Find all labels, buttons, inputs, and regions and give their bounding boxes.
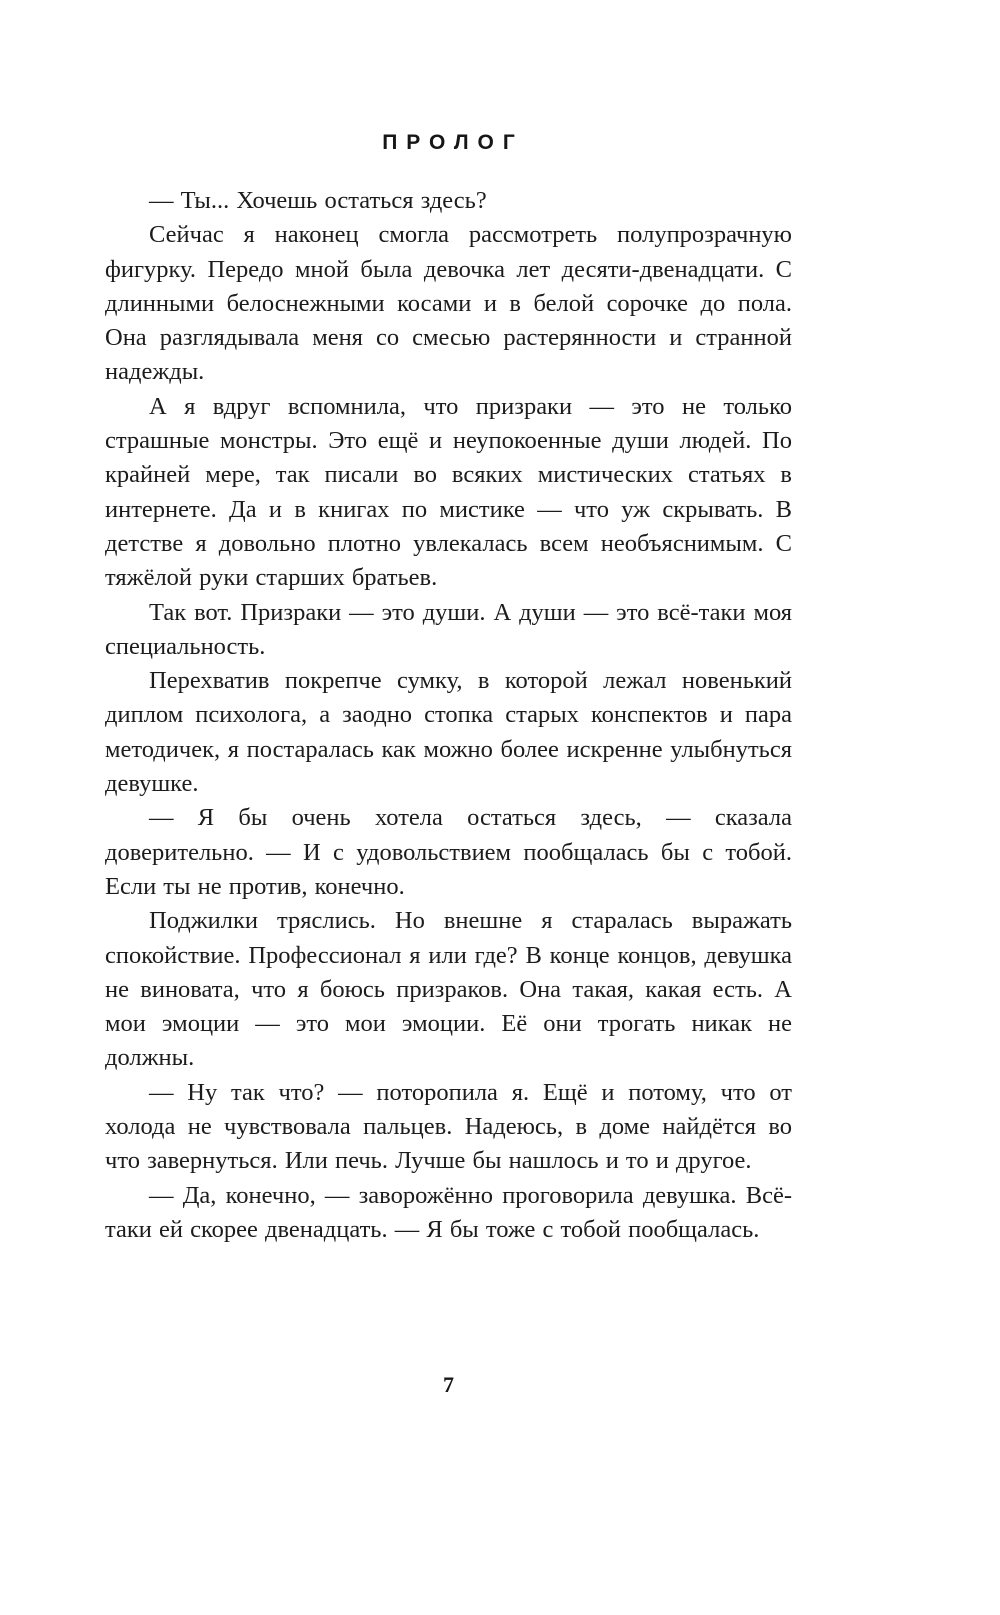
body-paragraph: — Я бы очень хотела остаться здесь, — сказала доверительно. — И с удовольствием пообщалась бы с тобой. Если ты не против, конечно. — [105, 804, 792, 900]
body-paragraph: Сейчас я наконец смогла рассмотреть полупрозрачную фигурку. Передо мной была девочка лет десяти-двенадцати. С длинными белоснежными косами и в белой сорочке до пола. Она разглядывала меня со смесью растерянности и странной надежды. — [105, 221, 792, 386]
body-paragraph: — Ты... Хочешь остаться здесь? — [149, 187, 487, 214]
body-paragraph: Поджилки тряслись. Но внешне я старалась выражать спокойствие. Профессионал я или где? В конце концов, девушка не виновата, что я боюсь призраков. Она такая, какая есть. А мои эмоции — это мои эмоции. Её они трогать никак не должны. — [105, 907, 792, 1072]
body-paragraph: — Да, конечно, — заворожённо проговорила девушка. Всё-таки ей скорее двенадцать. — Я бы тоже с тобой пообщалась. — [105, 1181, 792, 1243]
chapter-title: ПРОЛОГ — [382, 131, 524, 154]
page-number: 7 — [443, 1372, 454, 1397]
body-paragraph: Перехватив покрепче сумку, в которой лежал новенький диплом психолога, а заодно стопка старых конспектов и пара методичек, я постаралась как можно более искренне улыбнуться девушке. — [105, 667, 792, 798]
body-paragraph: А я вдруг вспомнила, что призраки — это не только страшные монстры. Это ещё и неупокоенные души людей. По крайней мере, так писали во всяких мистических статьях в интернете. Да и в книгах по мистике — что уж скрывать. В детстве я довольно плотно увлекалась всем необъяснимым. С тяжёлой руки старших братьев. — [105, 392, 792, 592]
body-text — [105, 184, 792, 1247]
body-paragraph: — Ну так что? — поторопила я. Ещё и потому, что от холода не чувствовала пальцев. Надеюсь, в доме найдётся во что завернуться. Или печь. Лучше бы нашлось и то и другое. — [105, 1078, 792, 1175]
body-paragraph: Так вот. Призраки — это души. А души — это всё-таки моя специальность. — [105, 598, 792, 660]
